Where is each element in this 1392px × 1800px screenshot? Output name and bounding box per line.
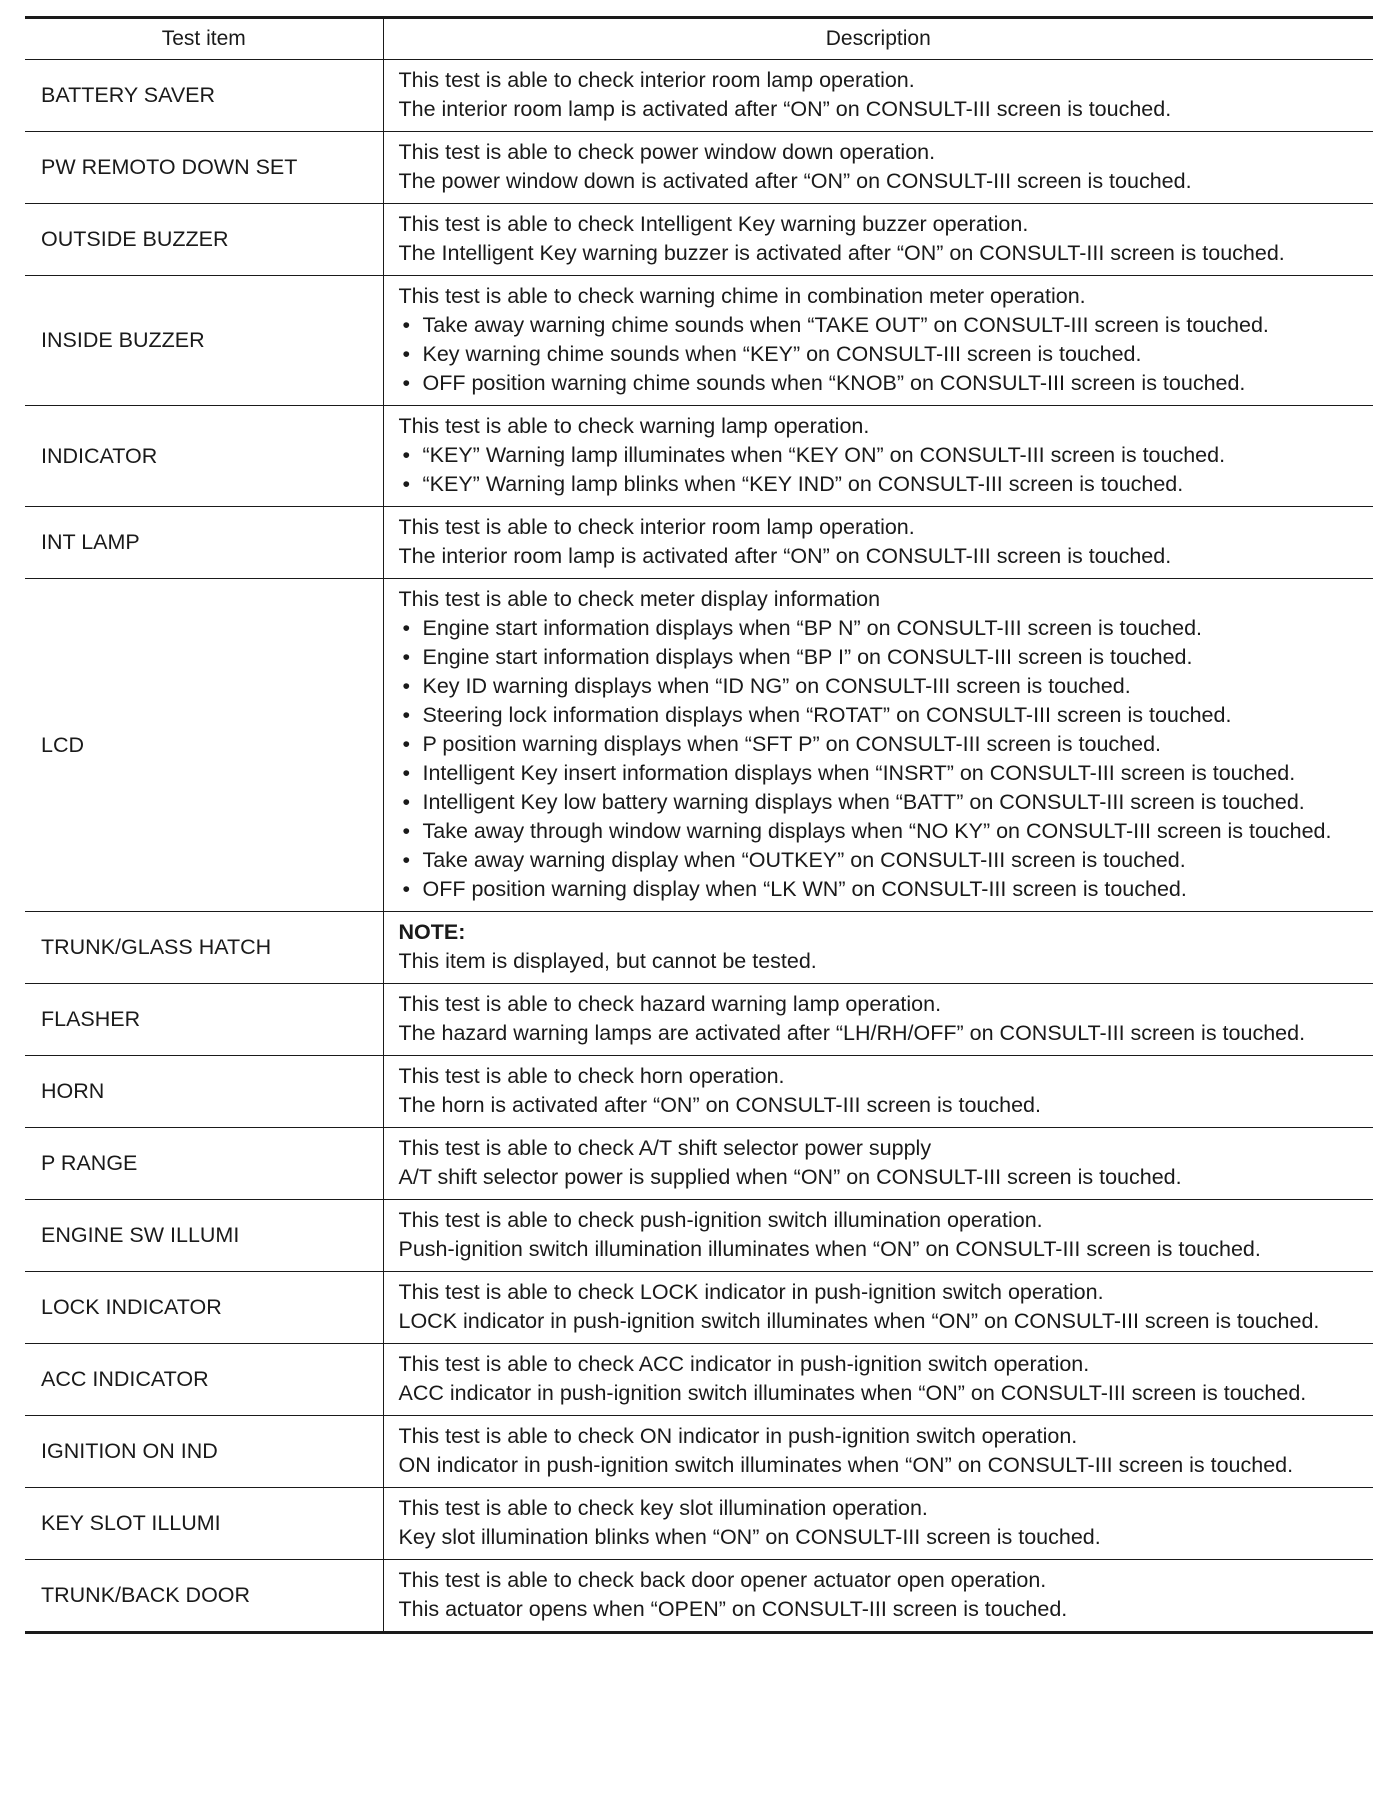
test-item-cell: TRUNK/BACK DOOR	[25, 1560, 383, 1633]
table-row	[25, 984, 1373, 1056]
description-cell	[383, 1200, 1373, 1272]
description-bullet: • Steering lock information displays when “ROTAT” on CONSULT-III screen is touched.	[399, 701, 1366, 730]
header-description: Description	[383, 18, 1373, 60]
table-row	[25, 1128, 1373, 1200]
test-item-cell: LOCK INDICATOR	[25, 1272, 383, 1344]
description-bullet: • “KEY” Warning lamp illuminates when “KEY ON” on CONSULT-III screen is touched.	[399, 441, 1366, 470]
description-line: ON indicator in push-ignition switch illuminates when “ON” on CONSULT-III screen is touched.	[398, 1453, 1294, 1477]
test-item-cell: LCD	[25, 579, 383, 912]
description-cell	[383, 1488, 1373, 1560]
description-bullet: • Engine start information displays when “BP I” on CONSULT-III screen is touched.	[399, 643, 1366, 672]
description-bullet: • OFF position warning display when “LK WN” on CONSULT-III screen is touched.	[399, 875, 1366, 904]
description-cell	[383, 579, 1373, 912]
description-line: ACC indicator in push-ignition switch illuminates when “ON” on CONSULT-III screen is touched.	[398, 1381, 1307, 1405]
description-cell	[383, 1416, 1373, 1488]
description-line: This test is able to check push-ignition switch illumination operation.	[398, 1208, 1043, 1232]
description-line: LOCK indicator in push-ignition switch illuminates when “ON” on CONSULT-III screen is touched.	[398, 1309, 1320, 1333]
description-line: This actuator opens when “OPEN” on CONSULT-III screen is touched.	[398, 1597, 1068, 1621]
description-line: This test is able to check ON indicator in push-ignition switch operation.	[398, 1424, 1078, 1448]
table-row	[25, 132, 1373, 204]
description-line: The hazard warning lamps are activated after “LH/RH/OFF” on CONSULT-III screen is touched.	[398, 1021, 1306, 1045]
description-line: Push-ignition switch illumination illuminates when “ON” on CONSULT-III screen is touched.	[398, 1237, 1261, 1261]
test-item-cell: HORN	[25, 1056, 383, 1128]
test-item-cell: TRUNK/GLASS HATCH	[25, 912, 383, 984]
table-row	[25, 60, 1373, 132]
description-cell	[383, 60, 1373, 132]
description-line: This test is able to check horn operation.	[398, 1064, 785, 1088]
table-row	[25, 912, 1373, 984]
table-row	[25, 276, 1373, 406]
description-bullet: • Take away warning display when “OUTKEY” on CONSULT-III screen is touched.	[399, 846, 1366, 875]
description-line: This test is able to check power window down operation.	[398, 140, 936, 164]
active-test-table	[25, 16, 1373, 1634]
table-row	[25, 507, 1373, 579]
description-line: This test is able to check A/T shift selector power supply	[398, 1136, 932, 1160]
test-item-cell: INSIDE BUZZER	[25, 276, 383, 406]
table-row	[25, 579, 1373, 912]
description-line: This item is displayed, but cannot be tested.	[398, 949, 817, 973]
description-line: This test is able to check hazard warning lamp operation.	[398, 992, 942, 1016]
description-line: This test is able to check ACC indicator in push-ignition switch operation.	[398, 1352, 1090, 1376]
description-cell	[383, 1560, 1373, 1633]
test-item-cell: KEY SLOT ILLUMI	[25, 1488, 383, 1560]
description-line: This test is able to check back door opener actuator open operation.	[398, 1568, 1047, 1592]
description-cell	[383, 507, 1373, 579]
description-bullet: • OFF position warning chime sounds when “KNOB” on CONSULT-III screen is touched.	[399, 369, 1366, 398]
test-item-cell: IGNITION ON IND	[25, 1416, 383, 1488]
description-cell	[383, 984, 1373, 1056]
description-intro: This test is able to check meter display information	[398, 587, 881, 611]
description-cell	[383, 1056, 1373, 1128]
description-line: A/T shift selector power is supplied when “ON” on CONSULT-III screen is touched.	[398, 1165, 1182, 1189]
description-bullet: • Key ID warning displays when “ID NG” on CONSULT-III screen is touched.	[399, 672, 1366, 701]
header-test-item: Test item	[25, 18, 383, 60]
description-line: The interior room lamp is activated after “ON” on CONSULT-III screen is touched.	[398, 544, 1172, 568]
test-item-cell: ACC INDICATOR	[25, 1344, 383, 1416]
test-item-cell: FLASHER	[25, 984, 383, 1056]
description-cell	[383, 1344, 1373, 1416]
description-line: This test is able to check interior room lamp operation.	[398, 68, 915, 92]
test-item-cell: ENGINE SW ILLUMI	[25, 1200, 383, 1272]
table-body	[25, 60, 1373, 1633]
description-line: This test is able to check LOCK indicator in push-ignition switch operation.	[398, 1280, 1104, 1304]
description-line: This test is able to check key slot illumination operation.	[398, 1496, 928, 1520]
test-item-cell: INDICATOR	[25, 406, 383, 507]
description-bullet: • Intelligent Key low battery warning displays when “BATT” on CONSULT-III screen is touched.	[399, 788, 1366, 817]
description-cell	[383, 276, 1373, 406]
description-cell	[383, 912, 1373, 984]
test-item-cell: OUTSIDE BUZZER	[25, 204, 383, 276]
description-line: The power window down is activated after “ON” on CONSULT-III screen is touched.	[398, 169, 1192, 193]
description-bullet: • Key warning chime sounds when “KEY” on CONSULT-III screen is touched.	[399, 340, 1366, 369]
description-line: This test is able to check interior room lamp operation.	[398, 515, 915, 539]
description-cell	[383, 1272, 1373, 1344]
table-row	[25, 1416, 1373, 1488]
description-cell	[383, 406, 1373, 507]
description-line: Key slot illumination blinks when “ON” on CONSULT-III screen is touched.	[398, 1525, 1101, 1549]
table-row	[25, 1272, 1373, 1344]
table-row	[25, 1056, 1373, 1128]
description-line: The Intelligent Key warning buzzer is activated after “ON” on CONSULT-III screen is touched.	[398, 241, 1285, 265]
description-bullet: • Take away through window warning displays when “NO KY” on CONSULT-III screen is touched.	[399, 817, 1366, 846]
test-item-cell: BATTERY SAVER	[25, 60, 383, 132]
test-item-cell: INT LAMP	[25, 507, 383, 579]
description-bullet: • Take away warning chime sounds when “TAKE OUT” on CONSULT-III screen is touched.	[399, 311, 1366, 340]
test-item-cell: P RANGE	[25, 1128, 383, 1200]
description-bullet: • P position warning displays when “SFT P” on CONSULT-III screen is touched.	[399, 730, 1366, 759]
table-row	[25, 406, 1373, 507]
table-row	[25, 204, 1373, 276]
description-cell	[383, 204, 1373, 276]
table-row	[25, 1344, 1373, 1416]
description-intro: This test is able to check warning lamp operation.	[398, 414, 870, 438]
description-intro: This test is able to check warning chime in combination meter operation.	[398, 284, 1086, 308]
description-line: This test is able to check Intelligent Key warning buzzer operation.	[398, 212, 1029, 236]
table-row	[25, 1200, 1373, 1272]
description-line: The interior room lamp is activated after “ON” on CONSULT-III screen is touched.	[398, 97, 1172, 121]
table-row	[25, 1560, 1373, 1633]
description-bullet: • Intelligent Key insert information displays when “INSRT” on CONSULT-III screen is touched.	[399, 759, 1366, 788]
table-row	[25, 1488, 1373, 1560]
description-bullet: • “KEY” Warning lamp blinks when “KEY IND” on CONSULT-III screen is touched.	[399, 470, 1366, 499]
description-cell	[383, 132, 1373, 204]
description-line: The horn is activated after “ON” on CONSULT-III screen is touched.	[398, 1093, 1041, 1117]
table-header-row	[25, 18, 1373, 60]
description-cell	[383, 1128, 1373, 1200]
description-bullet: • Engine start information displays when “BP N” on CONSULT-III screen is touched.	[399, 614, 1366, 643]
note-label: NOTE:	[398, 920, 466, 944]
test-item-cell: PW REMOTO DOWN SET	[25, 132, 383, 204]
